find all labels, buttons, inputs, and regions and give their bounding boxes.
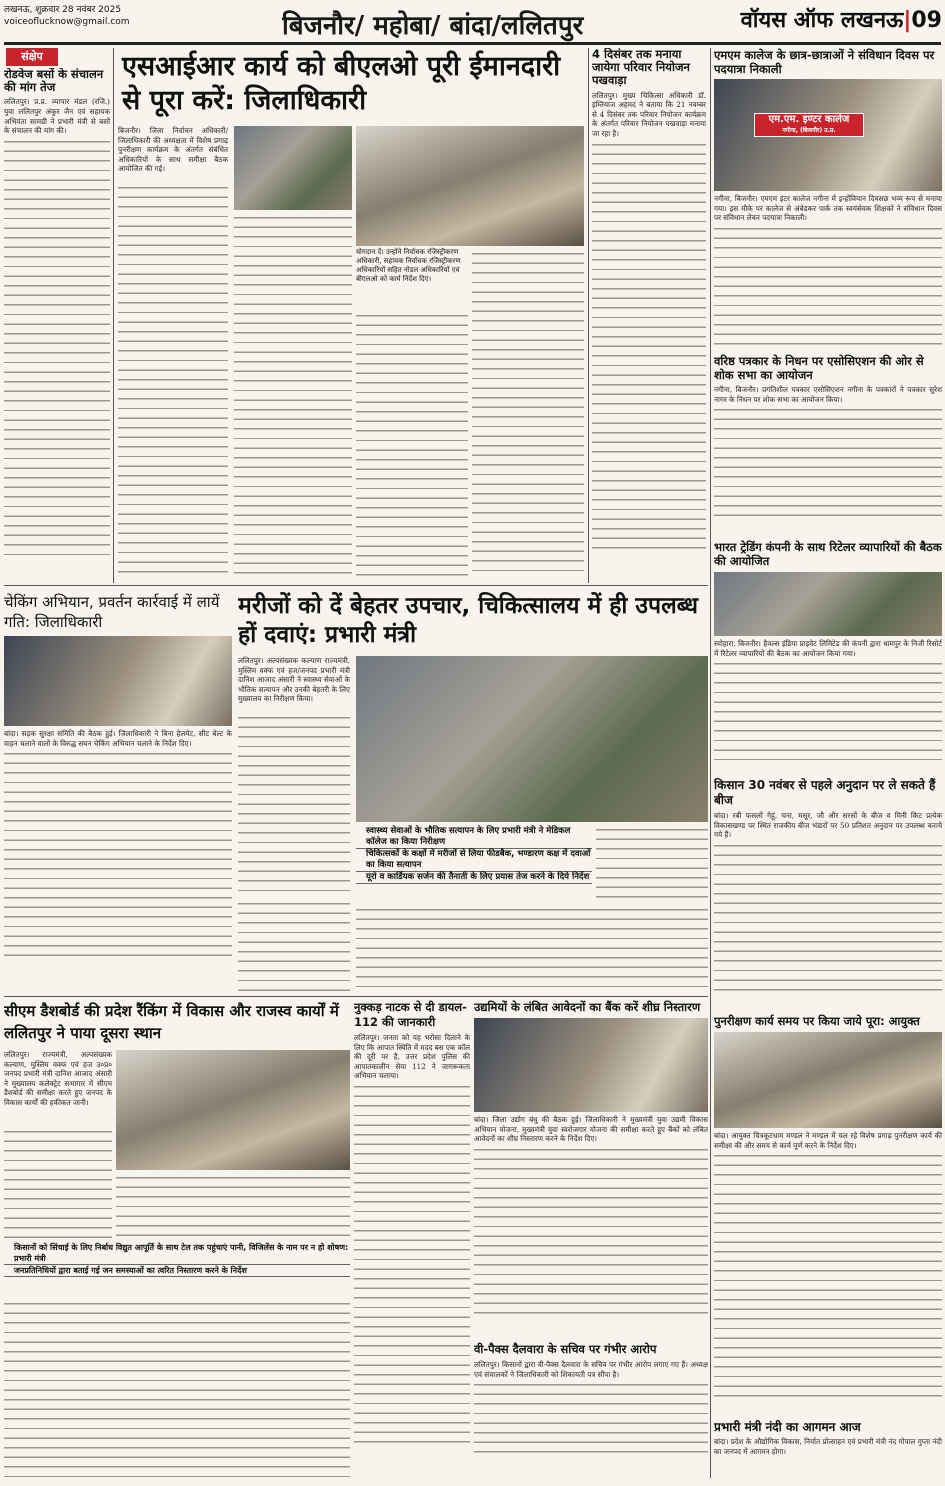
column-divider [588, 48, 589, 583]
story-lead: ललितपुर। अल्पसंख्यक कल्याण राज्यमंत्री, मुस्लिम वक्फ एवं हज/जनपद प्रभारी मंत्री दानिश आजाद अंसारी ने स्वास्थ्य सेवाओं के भौतिक सत्यापन और उनकी बेहतरी के लिए मुख्यालय का निरीक्षण किया। [238, 656, 350, 704]
bullet-item: चिकित्सकों के कक्षों में मरीजों से लिया फीडबैक, भण्डारण कक्ष में दवाओं का किया सत्यापन [356, 849, 592, 872]
headline: 4 दिसंबर तक मनाया जायेगा परिवार नियोजन पखवाड़ा [592, 48, 690, 88]
headline: भारत ट्रेडिंग कंपनी के साथ रिटेलर व्यापारियों की बैठक की आयोजित [714, 540, 942, 568]
headline: सीएम डैशबोर्ड की प्रदेश रैंकिंग में विकास और राजस्व कार्यों में ललितपुर ने पाया दूसरा स्थान [4, 1002, 339, 1042]
column-divider [113, 48, 114, 583]
headline: वी-पैक्स दैलवारा के सचिव पर गंभीर आरोप [474, 1342, 657, 1356]
email: voiceoflucknow@gmail.com [4, 17, 130, 27]
story-lead: बिजनौर। जिला निर्वाचन अधिकारी/जिलाधिकारी की अध्यक्षता में विशेष प्रगाढ़ पुनरीक्षण कार्यक्रम के अंतर्गत संबंधित अधिकारियों के साथ समीक्षा बैठक आयोजित की गई। [118, 126, 228, 174]
story-family-planning [592, 48, 706, 580]
story-punarikshan [714, 1014, 942, 1418]
headline: उद्यमियों के लंबित आवेदनों का बैंक करें शीघ्र निस्तारण [474, 1000, 701, 1014]
masthead-dateline-block [4, 4, 224, 28]
story-lead: स्योहारा, बिजनौर। हैवल्स इंडिया प्राइवेट लिमिटेड की कंपनी द्वारा धामपुर के निजी रिसोर्ट में रिटेलर व्यापारियों की बैठक का आयोजन किया गया। [714, 639, 942, 658]
banner-subtext: नगीना, (बिजनौर) उ.प्र. [782, 127, 836, 134]
story-sir [118, 50, 584, 580]
story-udyami [474, 1000, 708, 1340]
body-text [474, 1146, 708, 1316]
body-text [472, 250, 584, 578]
bullet-item: यूरो व कार्डियक सर्जन की तैनाती के लिए प्रयास तेज करने के दिये निर्देश [356, 872, 592, 884]
story-vpacks [474, 1342, 708, 1482]
body-text [714, 406, 942, 516]
story-lead: ललितपुर। किसानों द्वारा वी-पैक्स दैलवारा के सचिव पर गंभीर आरोप लगाए गए हैं। अध्यक्ष एवं संचालकों ने जिलाधिकारी को शिकायती पत्र सौंपा है। [474, 1360, 708, 1379]
story-journalist [714, 354, 942, 536]
masthead-rule [4, 42, 941, 45]
dateline: लखनऊ, शुक्रवार 28 नवंबर 2025 [4, 5, 122, 15]
story-lead: ललितपुर। राज्यमंत्री, अल्पसंख्यक कल्याण, मुस्लिम वक्फ एवं हज उ०प्र० जनपद प्रभारी मंत्री दानिश आजाद अंसारी ने मुख्यालय कलेक्ट्रेट सभागार में सीएम डैशबोर्ड की समीक्षा करते हुए जनपद के विकास कार्यों की हकीकत जानी। [4, 1050, 112, 1107]
award-photo [116, 1050, 350, 1170]
body-text [714, 1152, 942, 1400]
section-divider [4, 996, 708, 997]
body-text [4, 138, 110, 558]
story-patients [238, 592, 708, 994]
headline: किसान 30 नवंबर से पहले अनुदान पर ले सकते हैं बीज [714, 778, 936, 807]
story-lead: ललितपुर। प्र.प्र. व्यापार मंडल (रजि.) युवा ललितपुर अंकुर जैन एवं सहायक अभियंता सामग्री ने प्रभारी मंत्री से बसों के संचालन की मांग की। [4, 97, 110, 136]
body-text [714, 842, 942, 994]
story-lead: नगीना, बिजनौर। एमएम इंटर कालेज नगीना में इन्होंवियान दिवसछ भव्य रूप से मनाया गया। इस मौके पर कालेज से अंबेडकर पार्क तक स्वयंसेवक शिक्षकों ने संविधान दिवस पर संविधान लेकर पदयात्रा निकाली। [714, 194, 942, 223]
headline: चेकिंग अभियान, प्रवर्तन कार्रवाई में लायें गति: जिलाधिकारी [4, 593, 220, 631]
photo-caption: योगदान दें। उन्होंने निर्वाचक रजिस्ट्रीकरण अधिकारी, सहायक निर्वाचक रजिस्ट्रीकरण अधिकारियों सहित नोडल अधिकारियों एवं बीएलओ को कार्य निर्देश दिए। [356, 248, 461, 283]
bullet-item: किसानों को सिंचाई के लिए निर्बाध विद्युत आपूर्ति के साथ टेल तक पहुंचाएं पानी, विजिलेंस के नाम पर न हो शोषण: प्रभारी मंत्री [4, 1242, 350, 1265]
column-divider [710, 48, 711, 1478]
body-text [116, 1174, 350, 1238]
body-text [354, 1083, 470, 1443]
body-text [356, 906, 708, 992]
body-text [356, 312, 468, 578]
body-text [4, 750, 232, 964]
story-lead: ललितपुर। मुख्य चिकित्सा अधिकारी डॉ. इम्तियाज अहमद ने बताया कि 21 नवम्बर से 4 दिसंबर तक परिवार नियोजन कार्यक्रम के अंतर्गत परिवार नियोजन पखवाड़ा मनाया जा रहा है। [592, 90, 706, 139]
bullet-item: जनप्रतिनिधियों द्वारा बताई गई जन समस्याओं का त्वरित निस्तारण करने के निर्देश [4, 1265, 350, 1277]
body-text [592, 141, 706, 556]
body-text [474, 1381, 708, 1459]
bullet-item: स्वास्थ्य सेवाओं के भौतिक सत्यापन के लिए प्रभारी मंत्री ने मेडिकल कॉलेज का किया निरीक्षण [356, 826, 592, 849]
story-lead: बांदा। सड़क सुरक्षा समिति की बैठक हुई। जिलाधिकारी ने बिना हेलमेट, सीट बेल्ट के वाहन चलाने वालों के विरुद्ध सघन चेकिंग अभियान चलाने के निर्देश दिए। [4, 729, 232, 748]
story-lead: बांदा। आयुक्त चित्रकूटधाम मण्डल ने मण्डल में चल रहे विशेष प्रगाढ़ पुनरीक्षण कार्य की समीक्षा की और समय से कार्य पूर्ण करने के निर्देश दिए। [714, 1131, 942, 1150]
headline: पुनरीक्षण कार्य समय पर किया जाये पूरा: आयुक्त [714, 1014, 920, 1028]
body-text [238, 714, 350, 894]
headline: वरिष्ठ पत्रकार के निधन पर एसोसिएशन की ओर से शोक सभा का आयोजन [714, 354, 924, 382]
meeting-photo [474, 1018, 708, 1112]
story-cm-dashboard [4, 1000, 350, 1482]
body-text [596, 826, 708, 904]
story-lead: बांदा। जिला उद्योग बंधु की बैठक हुई। जिलाधिकारी ने मुख्यमंत्री युवा उद्यमी विकास अभियान योजना, मुख्यमंत्री युवा स्वरोजगार योजना की समीक्षा करते हुए बैंकों को लंबित आवेदनों का शीघ्र निस्तारण करने के निर्देश दिए। [474, 1115, 708, 1144]
meeting-photo [234, 126, 352, 210]
body-text [4, 1300, 350, 1482]
headline: एमएम कालेज के छात्र-छात्राओं ने संविधान दिवस पर पदयात्रा निकाली [714, 48, 935, 76]
page-number: 09 [911, 8, 942, 33]
paper-name-block: वॉयस ऑफ लखनऊ|09 [740, 8, 942, 33]
rally-banner [754, 113, 864, 137]
story-nukkad [354, 1000, 470, 1482]
headline: मरीजों को दें बेहतर उपचार, चिकित्सालय में ही उपलब्ध हों दवाएं: प्रभारी मंत्री [238, 593, 699, 648]
bullet-list [356, 826, 592, 884]
story-lead: ललितपुर। जनता को यह भरोसा दिलाने के लिए कि आपात स्थिति में मदद बस एक कॉल की दूरी पर है, उत्तर प्रदेश पुलिस की आपातकालीन सेवा 112 ने जागरूकता अभियान चलाया। [354, 1033, 470, 1081]
meeting-hall-photo [356, 126, 584, 246]
story-nandi [714, 1420, 942, 1482]
section-divider [4, 585, 708, 586]
headline: एसआईआर कार्य को बीएलओ पूरी ईमानदारी से पूरा करें: जिलाधिकारी [122, 51, 561, 116]
body-text [118, 184, 228, 578]
headline: प्रभारी मंत्री नंदी का आगमन आज [714, 1420, 861, 1434]
story-college [714, 48, 942, 350]
body-text [4, 1128, 112, 1238]
story-roadways [4, 68, 110, 583]
bullet-list [4, 1242, 350, 1277]
meeting-photo [714, 1032, 942, 1128]
body-text [714, 225, 942, 345]
rally-photo [714, 79, 942, 191]
body-text [238, 900, 350, 992]
body-text [234, 214, 352, 578]
hospital-inspection-photo [356, 656, 708, 822]
section-title: बिजनौर/ महोबा/ बांदा/ललितपुर [282, 11, 584, 41]
brief-label: संक्षेप [6, 48, 58, 66]
headline: नुक्कड़ नाटक से दी डायल- 112 की जानकारी [354, 1000, 467, 1029]
story-lead: बांदा। रबी फसलों गेहूं, चना, मसूर, जौ और सरसों के बीज व मिनी किट प्रत्येक विकासखण्ड पर स्थित राजकीय बीज भंडारों पर 50 प्रतिशत अनुदान पर उपलब्ध कराये गये हैं। [714, 811, 942, 840]
story-trading [714, 540, 942, 774]
headline: रोडवेज बसों के संचालन की मांग तेज [4, 68, 104, 95]
meeting-photo [4, 636, 232, 726]
story-lead: बांदा। प्रदेश के औद्योगिक विकास, निर्यात प्रोत्साहन एवं प्रभारी मंत्री नंद गोपाल गुप्ता नंदी का जनपद में आगमन होगा। [714, 1437, 942, 1456]
story-lead: नगीना, बिजनौर। प्रगतिशील पत्रकार एसोसिएशन नगीना के पत्रकारों ने पत्रकार सुरेश नागर के निधन पर शोक सभा का आयोजन किया। [714, 385, 942, 404]
banner-text: एम.एम. इण्टर कालेज [768, 114, 850, 125]
body-text [714, 660, 942, 760]
story-checking [4, 592, 232, 994]
story-kisan [714, 778, 942, 1012]
meeting-photo [714, 572, 942, 636]
paper-name: वॉयस ऑफ लखनऊ [740, 8, 904, 33]
